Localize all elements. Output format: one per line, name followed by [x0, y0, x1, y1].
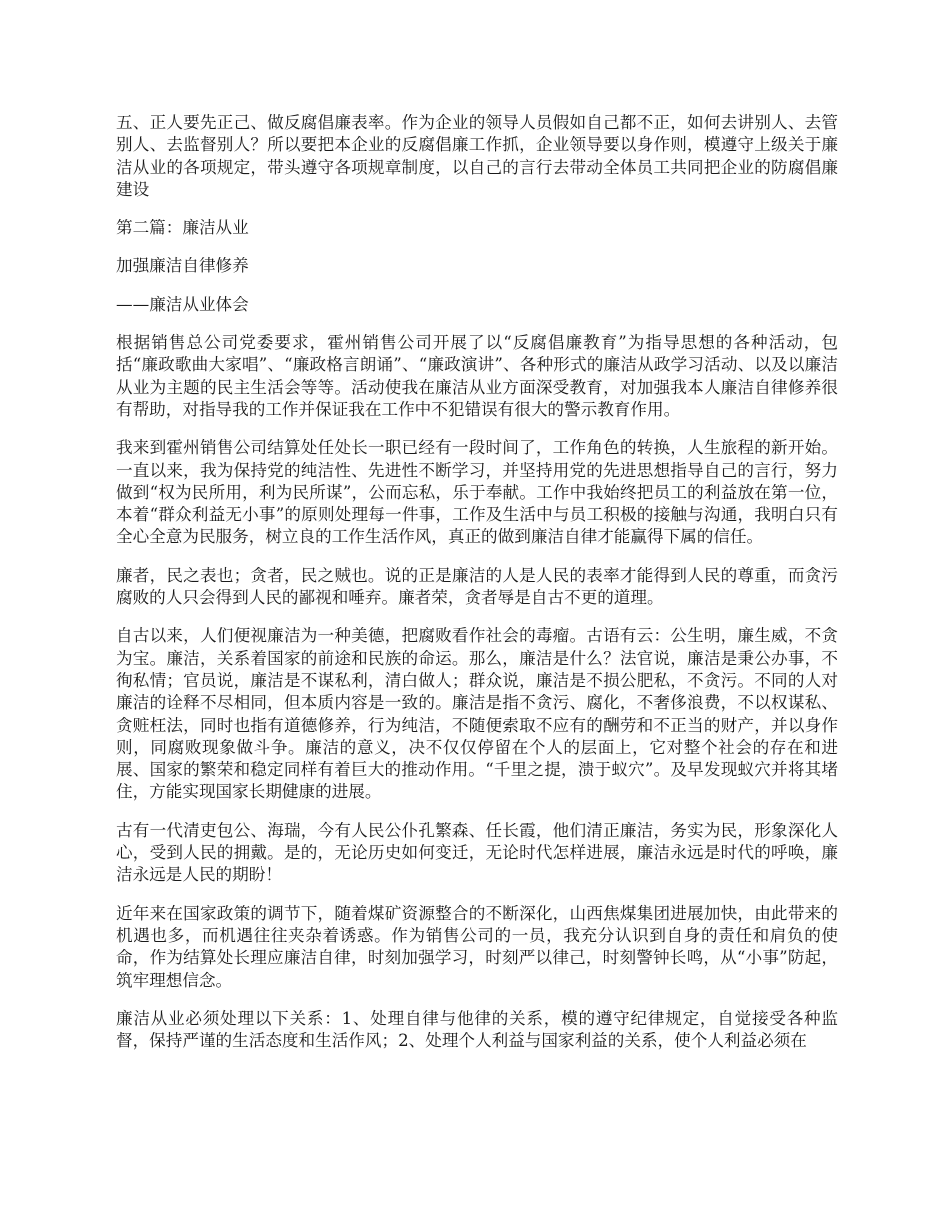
document-page — [116, 112, 838, 1068]
paragraph-recent-years: 近年来在国家政策的调节下，随着煤矿资源整合的不断深化，山西焦煤集团进展加快，由此带来的机遇也多，而机遇往往夹杂着诱惑。作为销售公司的一员，我充分认识到自身的责任和肩负的使命，作为结算处长理应廉洁自律，时刻加强学习，时刻严以律己，时刻警钟长鸣，从“小事”防起，筑牢理想信念。 — [116, 903, 838, 990]
paragraph-personal-work: 我来到霍州销售公司结算处任处长一职已经有一段时间了，工作角色的转换，人生旅程的新开始。一直以来，我为保持党的纯洁性、先进性不断学习，并坚持用党的先进思想指导自己的言行，努力做到“权为民所用，利为民所谋”，公而忘私，乐于奉献。工作中我始终把员工的利益放在第一位，本着“群众利益无小事”的原则处理每一件事，工作及生活中与员工积极的接触与沟通，我明白只有全心全意为民服务，树立良的工作生活作风，真正的做到廉洁自律才能赢得下属的信任。 — [116, 438, 838, 547]
paragraph-lianzhe: 廉者，民之表也；贪者，民之贼也。说的正是廉洁的人是人民的表率才能得到人民的尊重，而贪污腐败的人只会得到人民的鄙视和唾弃。廉者荣，贪者辱是自古不更的道理。 — [116, 565, 838, 608]
article-subtitle: ——廉洁从业体会 — [116, 294, 249, 314]
article-title: 加强廉洁自律修养 — [116, 256, 249, 276]
paragraph-relations: 廉洁从业必须处理以下关系：1、处理自律与他律的关系，模的遵守纪律规定，自觉接受各种监督，保持严谨的生活态度和生活作风；2、处理个人利益与国家利益的关系，使个人利益必须在 — [116, 1008, 838, 1051]
paragraph-zhengren: 五、正人要先正己、做反腐倡廉表率。作为企业的领导人员假如自己都不正，如何去讲别人、去管别人、去监督别人？所以要把本企业的反腐倡廉工作抓，企业领导要以身作则，模遵守上级关于廉洁从业的各项规定，带头遵守各项规章制度，以自己的言行去带动全体员工共同把企业的防腐倡廉建设 — [116, 113, 838, 199]
paragraph-history: 古有一代清吏包公、海瑞，今有人民公仆孔繁森、任长霞，他们清正廉洁，务实为民，形象深化人心，受到人民的拥戴。是的，无论历史如何变迁，无论时代怎样进展，廉洁永远是时代的呼唤，廉洁永远是人民的期盼！ — [116, 820, 838, 885]
section-heading: 第二篇：廉洁从业 — [116, 218, 249, 238]
paragraph-activities: 根据销售总公司党委要求，霍州销售公司开展了以“反腐倡廉教育”为指导思想的各种活动，包括“廉政歌曲大家唱”、“廉政格言朗诵”、“廉政演讲”、各种形式的廉洁从政学习活动、以及以廉洁从业为主题的民主生活会等等。活动使我在廉洁从业方面深受教育，对加强我本人廉洁自律修养很有帮助，对指导我的工作并保证我在工作中不犯错误有很大的警示教育作用。 — [116, 333, 838, 419]
paragraph-meaning: 自古以来，人们便视廉洁为一种美德，把腐败看作社会的毒瘤。古语有云：公生明，廉生威，不贪为宝。廉洁，关系着国家的前途和民族的命运。那么，廉洁是什么？法官说，廉洁是秉公办事，不徇私情；官员说，廉洁是不谋私利，清白做人；群众说，廉洁是不损公肥私，不贪污。不同的人对廉洁的诠释不尽相同，但本质内容是一致的。廉洁是指不贪污、腐化，不奢侈浪费，不以权谋私、贪赃枉法，同时也指有道德修养，行为纯洁，不随便索取不应有的酬劳和不正当的财产，并以身作则，同腐败现象做斗争。廉洁的意义，决不仅仅停留在个人的层面上，它对整个社会的存在和进展、国家的繁荣和稳定同样有着巨大的推动作用。“千里之提，溃于蚁穴”。及早发现蚁穴并将其堵住，方能实现国家长期健康的进展。 — [116, 626, 838, 802]
